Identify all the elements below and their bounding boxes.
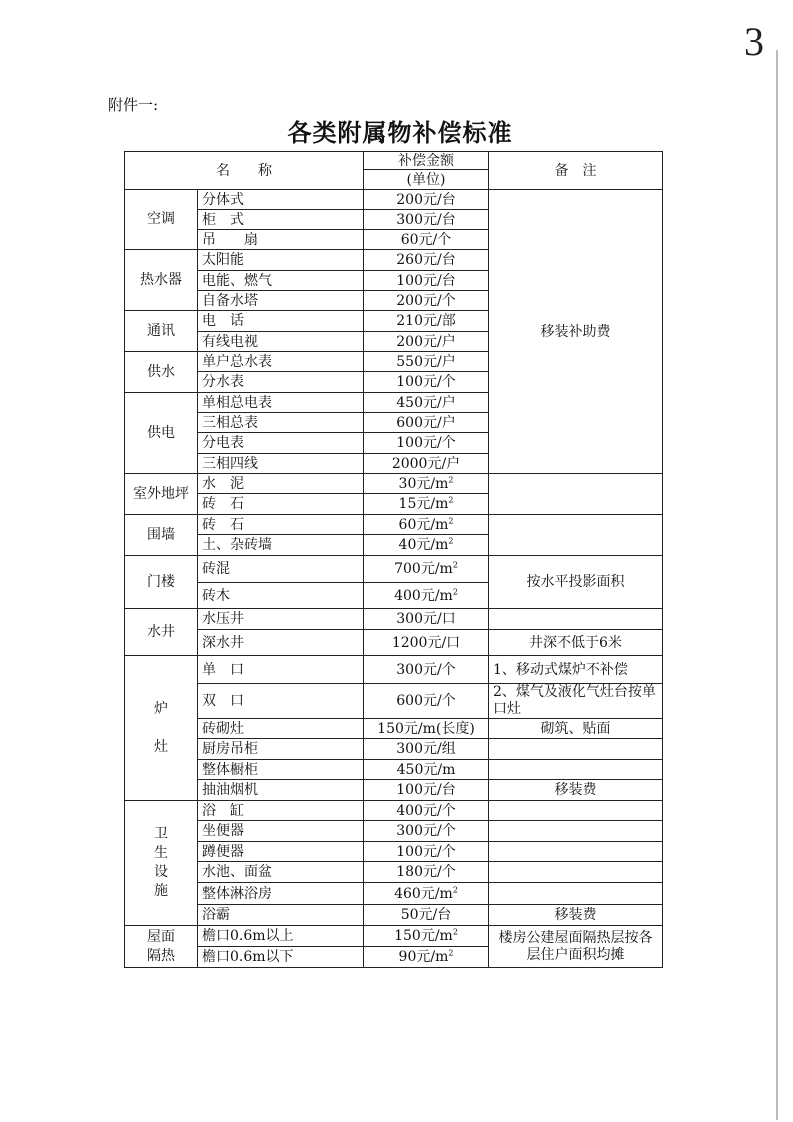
price-text: 180元/个	[396, 864, 456, 880]
price-text: 400元/m	[394, 587, 453, 604]
price-text: 100元/台	[396, 782, 456, 798]
item-name: 分电表	[198, 433, 364, 454]
remark-empty	[489, 883, 663, 905]
item-name: 单 口	[198, 656, 364, 684]
item-name: 水 泥	[198, 474, 364, 494]
item-price	[364, 556, 489, 583]
item-price	[364, 760, 489, 780]
item-price	[364, 609, 489, 630]
remark-horizontal-projection: 按水平投影面积	[489, 556, 663, 609]
item-name: 砖 石	[198, 494, 364, 515]
price-text: 300元/台	[396, 211, 456, 228]
item-price	[364, 413, 489, 433]
item-name: 太阳能	[198, 250, 364, 271]
table-row	[125, 821, 663, 842]
item-price	[364, 332, 489, 352]
table-row	[125, 842, 663, 862]
item-price	[364, 862, 489, 883]
item-price	[364, 947, 489, 968]
category-outdoor-floor: 室外地坪	[125, 474, 198, 515]
item-name: 吊 扇	[198, 230, 364, 250]
unit-exponent: 2	[452, 560, 458, 570]
item-price	[364, 230, 489, 250]
item-price	[364, 905, 489, 926]
price-text: 150元/m	[394, 928, 453, 944]
item-name: 单户总水表	[198, 352, 364, 372]
price-text: 400元/个	[396, 802, 456, 819]
compensation-table	[124, 151, 663, 968]
table-row	[125, 656, 663, 684]
table-row	[125, 926, 663, 947]
price-text: 60元/个	[400, 231, 452, 248]
item-price	[364, 842, 489, 862]
item-price	[364, 535, 489, 556]
item-name: 深水井	[198, 630, 364, 656]
item-price	[364, 250, 489, 271]
item-price	[364, 494, 489, 515]
price-text: 700元/m	[394, 561, 453, 577]
price-text: 100元/个	[396, 435, 456, 451]
item-name: 自备水塔	[198, 291, 364, 311]
table-row	[125, 609, 663, 630]
item-price	[364, 719, 489, 739]
price-text: 550元/户	[396, 353, 456, 370]
item-name: 水压井	[198, 609, 364, 630]
unit-exponent: 2	[452, 884, 458, 894]
unit-exponent: 2	[452, 586, 458, 596]
item-name: 蹲便器	[198, 842, 364, 862]
item-name: 砖木	[198, 583, 364, 609]
table-row	[125, 801, 663, 821]
table-row	[125, 474, 663, 494]
item-name: 土、杂砖墙	[198, 535, 364, 556]
item-price	[364, 515, 489, 535]
item-name: 砖 石	[198, 515, 364, 535]
remark-empty	[489, 474, 663, 515]
item-price	[364, 883, 489, 905]
item-name: 浴霸	[198, 905, 364, 926]
price-text: 30元/m	[398, 475, 449, 492]
item-name: 砖混	[198, 556, 364, 583]
remark-empty	[489, 515, 663, 556]
category-water-heater: 热水器	[125, 250, 198, 311]
item-name: 水池、面盆	[198, 862, 364, 883]
item-price	[364, 684, 489, 719]
item-name: 抽油烟机	[198, 780, 364, 801]
item-price	[364, 780, 489, 801]
item-price	[364, 352, 489, 372]
table-row	[125, 905, 663, 926]
item-price	[364, 474, 489, 494]
remark-empty	[489, 739, 663, 760]
item-price	[364, 393, 489, 413]
price-text: 40元/m	[398, 537, 449, 553]
item-name: 电 话	[198, 311, 364, 332]
category-well: 水井	[125, 609, 198, 656]
header-row	[125, 152, 663, 170]
unit-exponent: 2	[452, 927, 458, 937]
item-price	[364, 311, 489, 332]
price-text: 200元/个	[396, 292, 456, 309]
remark-empty	[489, 801, 663, 821]
item-name: 电能、燃气	[198, 271, 364, 291]
unit-exponent: 2	[448, 536, 454, 546]
header-remark: 备 注	[489, 152, 663, 190]
table-row	[125, 780, 663, 801]
table-row	[125, 760, 663, 780]
price-text: 450元/户	[396, 394, 456, 411]
remark-empty	[489, 842, 663, 862]
price-text: 100元/个	[396, 374, 456, 390]
remark-brick-stove: 砌筑、贴面	[489, 719, 663, 739]
remark-stove-note-1: 1、移动式煤炉不补偿	[489, 656, 663, 684]
unit-exponent: 2	[448, 474, 454, 484]
price-text: 200元/户	[396, 333, 456, 350]
price-text: 260元/台	[396, 252, 456, 268]
remark-well-depth: 井深不低于6米	[489, 630, 663, 656]
item-price	[364, 739, 489, 760]
item-price	[364, 454, 489, 474]
item-name: 浴 缸	[198, 801, 364, 821]
category-stove: 炉 灶	[125, 656, 198, 801]
item-price	[364, 926, 489, 947]
table-row	[125, 684, 663, 719]
item-price	[364, 271, 489, 291]
table-row	[125, 515, 663, 535]
header-name: 名 称	[125, 152, 364, 190]
price-text: 460元/m	[394, 885, 453, 902]
price-text: 150元/m(长度)	[377, 720, 475, 737]
item-price	[364, 433, 489, 454]
price-text: 100元/个	[396, 843, 456, 860]
item-name: 三相四线	[198, 454, 364, 474]
table-row	[125, 630, 663, 656]
item-name: 檐口0.6m以上	[198, 926, 364, 947]
remark-stove-note-2: 2、煤气及液化气灶台按单口灶	[489, 684, 663, 719]
item-name: 坐便器	[198, 821, 364, 842]
price-text: 300元/个	[396, 661, 456, 678]
item-name: 整体橱柜	[198, 760, 364, 780]
page-title: 各类附属物补偿标准	[287, 118, 513, 147]
item-price	[364, 821, 489, 842]
item-price	[364, 630, 489, 656]
remark-install-fee-2: 移装费	[489, 905, 663, 926]
table-row	[125, 739, 663, 760]
item-name: 单相总电表	[198, 393, 364, 413]
item-price	[364, 210, 489, 230]
header-price: 补偿金额	[364, 152, 489, 170]
category-ac: 空调	[125, 190, 198, 250]
category-power-supply: 供电	[125, 393, 198, 474]
price-text: 50元/台	[400, 907, 452, 923]
remark-empty	[489, 609, 663, 630]
price-text: 450元/m	[396, 761, 456, 778]
price-text: 600元/个	[396, 693, 456, 709]
remark-install-fee-1: 移装费	[489, 780, 663, 801]
price-text: 300元/口	[396, 611, 456, 627]
item-price	[364, 656, 489, 684]
header-price-unit: (单位)	[364, 170, 489, 190]
item-name: 整体淋浴房	[198, 883, 364, 905]
category-telecom: 通讯	[125, 311, 198, 352]
item-price	[364, 190, 489, 210]
unit-exponent: 2	[448, 515, 454, 525]
category-roof: 屋面 隔热	[125, 926, 198, 968]
table-row	[125, 862, 663, 883]
item-price	[364, 291, 489, 311]
item-name: 双 口	[198, 684, 364, 719]
item-price	[364, 801, 489, 821]
category-water-supply: 供水	[125, 352, 198, 393]
category-wall: 围墙	[125, 515, 198, 556]
item-name: 三相总表	[198, 413, 364, 433]
item-name: 分体式	[198, 190, 364, 210]
price-text: 300元/个	[396, 823, 456, 839]
unit-exponent: 2	[448, 948, 454, 958]
item-name: 檐口0.6m以下	[198, 947, 364, 968]
item-name: 厨房吊柜	[198, 739, 364, 760]
price-text: 210元/部	[396, 313, 456, 329]
page-number: 3	[744, 19, 764, 64]
remark-relocation-subsidy: 移装补助费	[489, 190, 663, 474]
category-sanitary: 卫 生 设 施	[125, 801, 198, 926]
table-row	[125, 883, 663, 905]
price-text: 300元/组	[396, 741, 456, 757]
item-price	[364, 583, 489, 609]
category-gate: 门楼	[125, 556, 198, 609]
price-text: 60元/m	[398, 516, 449, 533]
table-row	[125, 719, 663, 739]
item-price	[364, 372, 489, 393]
price-text: 100元/台	[396, 272, 456, 289]
price-text: 200元/台	[396, 191, 456, 208]
page-edge-line	[776, 50, 778, 1120]
item-name: 砖砌灶	[198, 719, 364, 739]
unit-exponent: 2	[448, 495, 454, 505]
price-text: 600元/户	[396, 414, 456, 431]
remark-roof-note: 楼房公建屋面隔热层按各层住户面积均摊	[489, 926, 663, 968]
item-name: 分水表	[198, 372, 364, 393]
remark-empty	[489, 760, 663, 780]
price-text: 90元/m	[398, 949, 449, 965]
table-row	[125, 190, 663, 210]
annex-label: 附件一:	[108, 96, 159, 114]
remark-empty	[489, 862, 663, 883]
table-row	[125, 556, 663, 583]
price-text: 1200元/口	[391, 634, 461, 651]
price-text: 15元/m	[398, 496, 449, 512]
price-text: 2000元/户	[391, 455, 461, 472]
remark-empty	[489, 821, 663, 842]
item-name: 有线电视	[198, 332, 364, 352]
item-name: 柜 式	[198, 210, 364, 230]
